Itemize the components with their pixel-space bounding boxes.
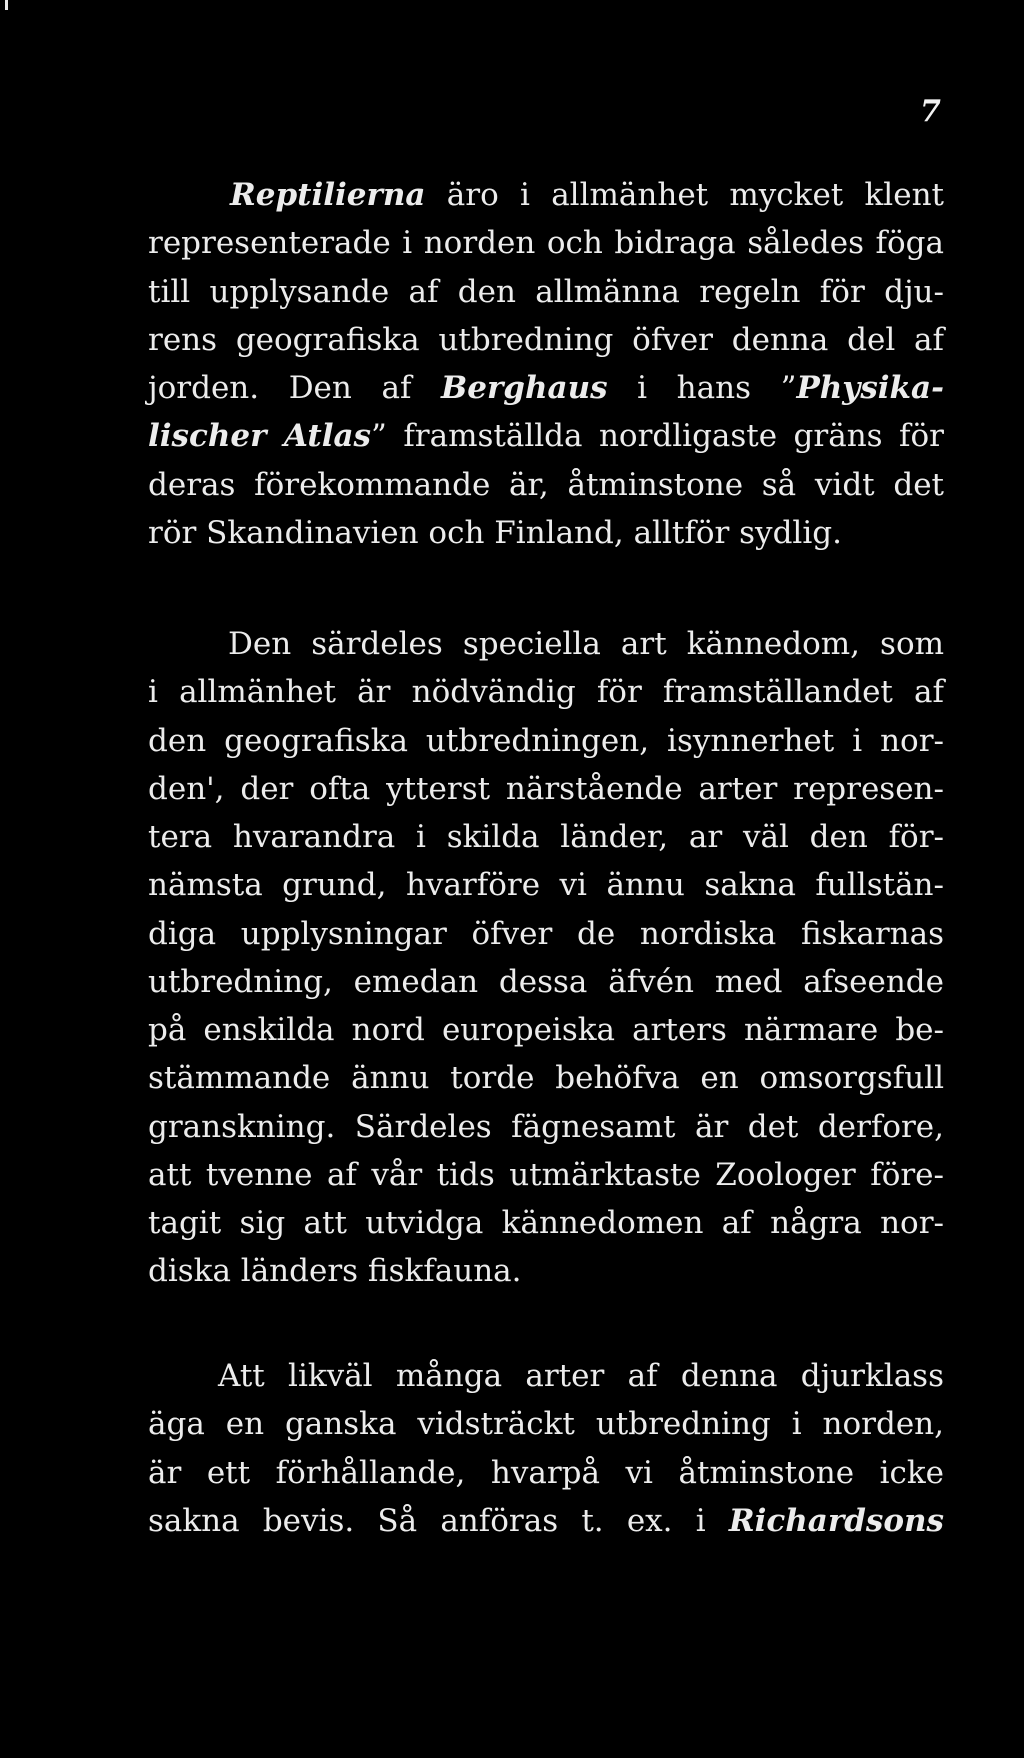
text-line [148, 625, 944, 663]
italic-term: Physika- [796, 370, 944, 406]
text-line [148, 673, 944, 711]
page-number: 7 [920, 94, 941, 129]
italic-term: lischer Atlas [148, 418, 372, 454]
text-line [148, 1156, 944, 1194]
text-line [148, 1059, 944, 1097]
italic-term: Reptilierna [230, 177, 426, 213]
text-line [148, 722, 944, 760]
text-segment: är ett förhållande, hvarpå vi åtminstone icke [148, 1455, 944, 1491]
text-segment: diga upplysningar öfver de nordiska fiskarnas [148, 916, 944, 952]
text-segment: representerade i norden och bidraga således föga [148, 225, 944, 261]
text-line [148, 176, 944, 214]
text-segment: tera hvarandra i skilda länder, ar väl den för- [148, 819, 944, 855]
text-segment: äro i allmänhet mycket klent [425, 177, 944, 213]
text-line [148, 1502, 944, 1540]
text-segment: diska länders fiskfauna. [148, 1253, 522, 1289]
text-line [148, 1405, 944, 1443]
text-segment: Den särdeles speciella art kännedom, som [228, 626, 944, 662]
text-segment: stämmande ännu torde behöfva en omsorgsfull [148, 1060, 944, 1096]
text-line [148, 514, 944, 552]
text-line [148, 1252, 944, 1290]
text-line [148, 224, 944, 262]
text-segment: i allmänhet är nödvändig för framställandet af [148, 674, 944, 710]
text-segment: rens geografiska utbredning öfver denna del af [148, 322, 944, 358]
italic-term: Richardsons [728, 1503, 944, 1539]
text-line [148, 866, 944, 904]
text-segment: i hans ” [607, 370, 797, 406]
text-line [148, 915, 944, 953]
text-segment: äga en ganska vidsträckt utbredning i norden, [148, 1406, 944, 1442]
text-line [148, 1108, 944, 1146]
text-segment: sakna bevis. Så anföras t. ex. i [148, 1503, 729, 1539]
text-line [148, 1357, 944, 1395]
text-segment: Att likväl många arter af denna djurklass [218, 1358, 944, 1394]
text-line [148, 273, 944, 311]
text-segment: tagit sig att utvidga kännedomen af några nor- [148, 1205, 944, 1241]
text-line [148, 963, 944, 1001]
text-line [148, 1204, 944, 1242]
text-line [148, 417, 944, 455]
text-line [148, 1454, 944, 1492]
text-segment: på enskilda nord europeiska arters närmare be- [148, 1012, 944, 1048]
text-segment: deras förekommande är, åtminstone så vidt det [148, 467, 944, 503]
text-line [148, 818, 944, 856]
italic-term: Berghaus [441, 370, 608, 406]
text-line [148, 369, 944, 407]
text-segment: jorden. Den af [148, 370, 442, 406]
text-line [148, 770, 944, 808]
text-segment: den', der ofta ytterst närstående arter represen- [148, 771, 944, 807]
text-segment: nämsta grund, hvarföre vi ännu sakna fullstän- [148, 867, 944, 903]
text-segment: att tvenne af vår tids utmärktaste Zoologer före- [148, 1157, 944, 1193]
text-segment: den geografiska utbredningen, isynnerhet i nor- [148, 723, 944, 759]
text-line [148, 321, 944, 359]
text-line [148, 1011, 944, 1049]
text-segment: utbredning, emedan dessa äfvén med afseende [148, 964, 944, 1000]
page-corner-mark [5, 0, 8, 10]
text-segment: ” framställda nordligaste gräns för [371, 418, 944, 454]
text-line [148, 466, 944, 504]
text-segment: granskning. Särdeles fägnesamt är det derfore, [148, 1109, 944, 1145]
text-segment: till upplysande af den allmänna regeln för dju- [148, 274, 944, 310]
text-segment: rör Skandinavien och Finland, alltför sydlig. [148, 515, 842, 551]
